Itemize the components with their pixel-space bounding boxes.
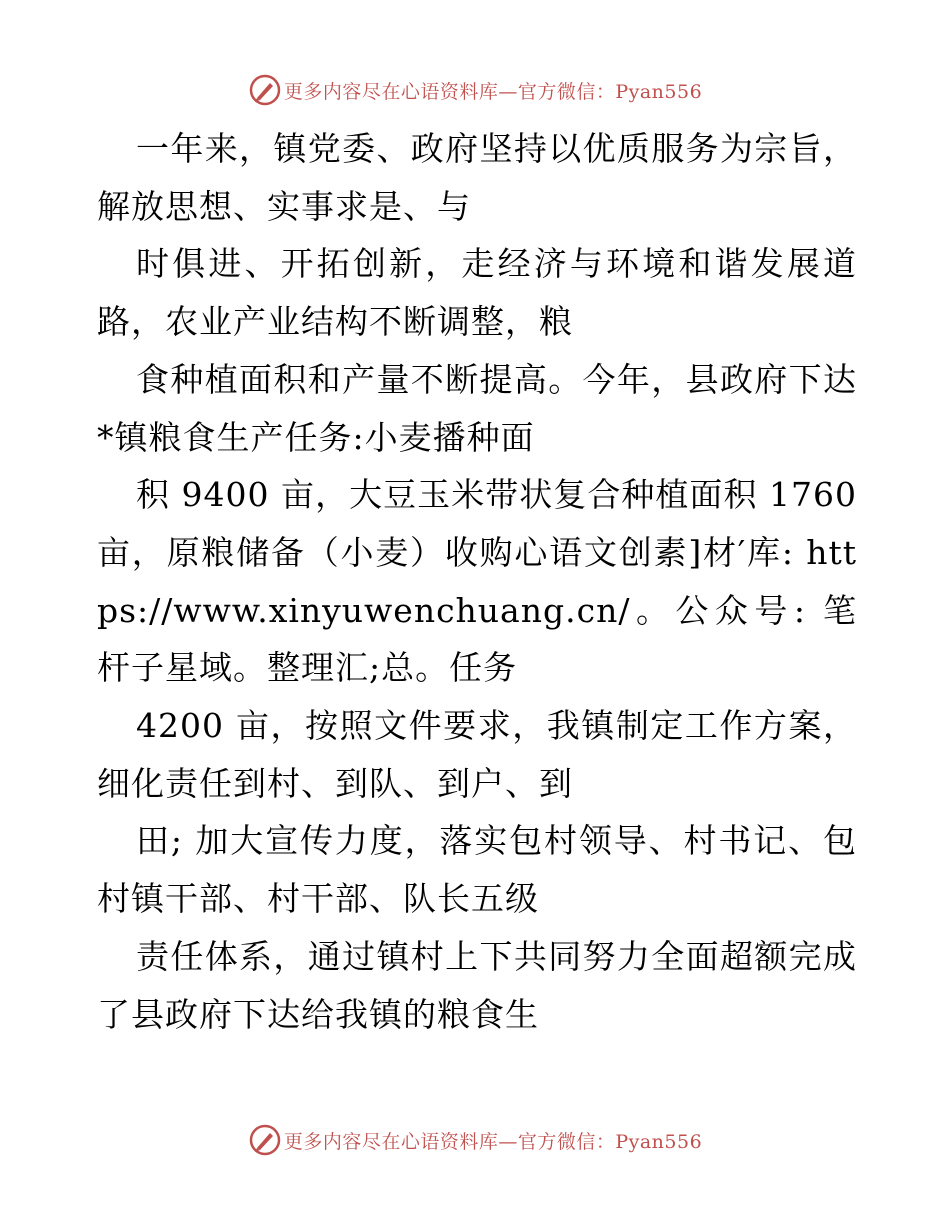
paragraph-6: 田; 加大宣传力度，落实包村领导、村书记、包村镇干部、村干部、队长五级: [97, 821, 857, 919]
paragraph-3: 食种植面积和产量不断提高。今年，县政府下达*镇粮食生产任务:小麦播种面: [97, 359, 857, 457]
footer-banner-text: 更多内容尽在心语资料库—官方微信：Pyan556: [283, 1130, 703, 1153]
pen-logo-icon: [248, 1123, 282, 1157]
header-banner-text: 更多内容尽在心语资料库—官方微信：Pyan556: [283, 80, 703, 103]
header-banner: [0, 70, 950, 110]
paragraph-7: 责任体系，通过镇村上下共同努力全面超额完成了县政府下达给我镇的粮食生: [97, 936, 857, 1034]
footer-banner: [0, 1120, 950, 1160]
paragraph-4: 积 9400 亩，大豆玉米带状复合种植面积 1760 亩，原粮储备（小麦）收购心语文创素]材′库: https://www.xinyuwenchuang.cn/。公众号: 笔杆子星域。整理汇;总。任务: [97, 475, 857, 688]
document-body: [97, 120, 857, 1043]
paragraph-5: 4200 亩，按照文件要求，我镇制定工作方案，细化责任到村、到队、到户、到: [97, 706, 857, 803]
paragraph-2: 时俱进、开拓创新，走经济与环境和谐发展道路，农业产业结构不断调整，粮: [97, 244, 857, 342]
pen-logo-icon: [248, 73, 282, 107]
paragraph-1: 一年来，镇党委、政府坚持以优质服务为宗旨，解放思想、实事求是、与: [97, 129, 857, 226]
